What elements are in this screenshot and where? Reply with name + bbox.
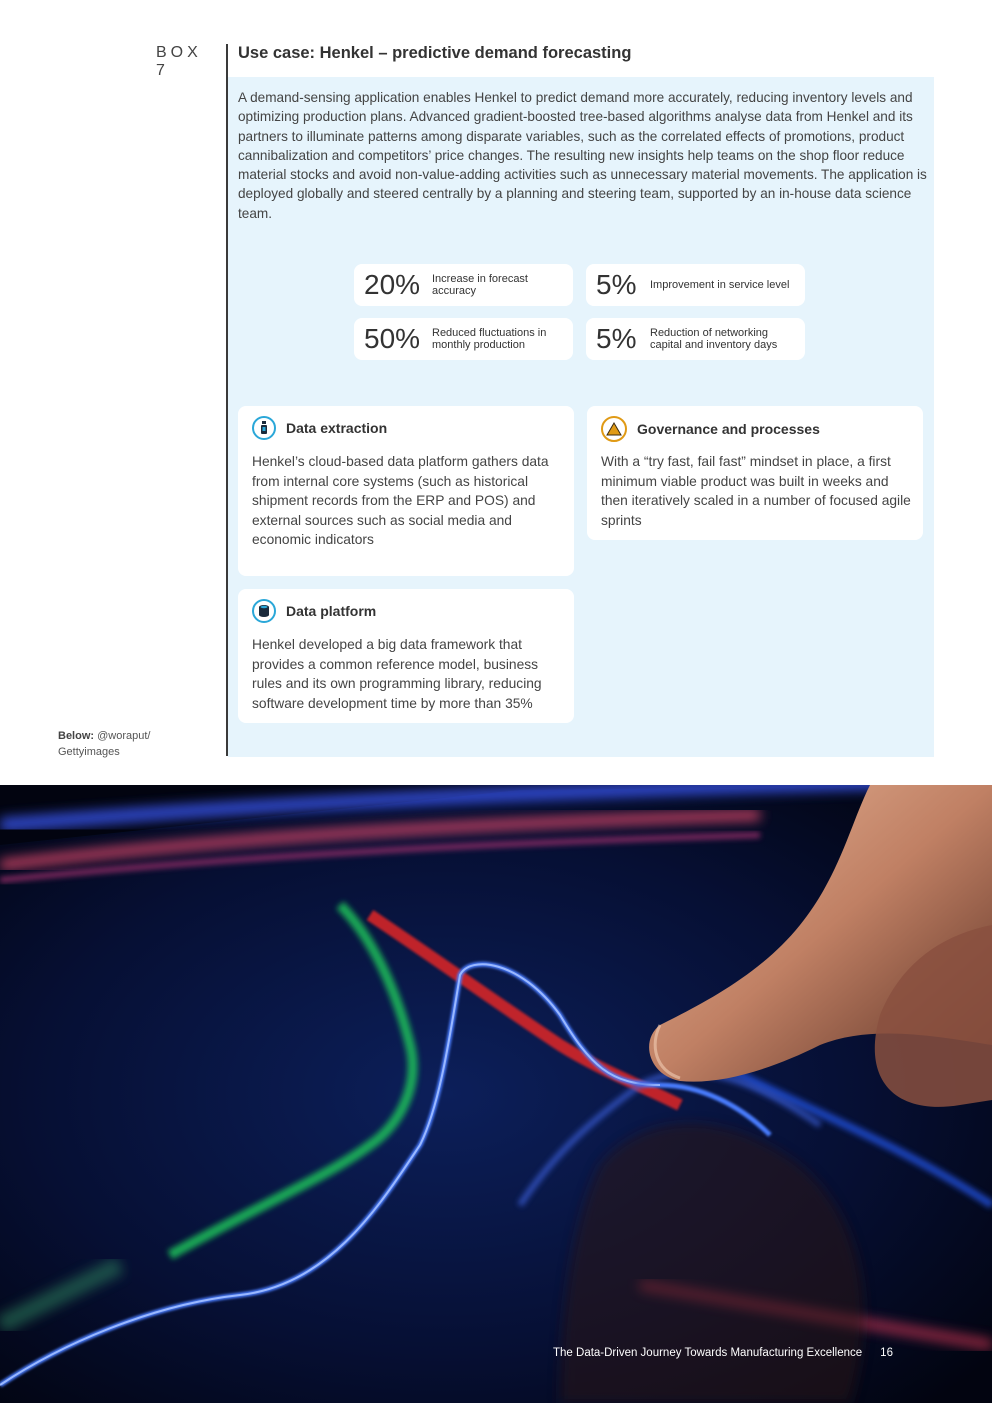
- card-governance: [587, 406, 923, 540]
- tablet-chart-photo: [0, 785, 992, 1403]
- card-title: Data extraction: [286, 420, 388, 436]
- credit-text: @woraput/ Gettyimages: [58, 730, 151, 758]
- card-title: Governance and processes: [637, 421, 820, 437]
- card-body: Henkel developed a big data framework that provides a common reference model, business rules and its own programming library, reducing software development time by more than 35%: [252, 637, 542, 711]
- stat-value: 20%: [364, 269, 421, 300]
- stat-label: Improvement in service level: [650, 279, 790, 291]
- data-extraction-icon: [252, 416, 276, 440]
- stat-card: [354, 264, 573, 306]
- box-label: BOX 7: [156, 44, 202, 79]
- stat-value: 5%: [596, 323, 637, 354]
- page-number: 16: [880, 1347, 893, 1359]
- warning-triangle-icon: [601, 416, 627, 442]
- card-body: Henkel’s cloud-based data platform gathers data from internal core systems (such as historical shipment records from the ERP and POS) and external sources such as social media and economic indicators: [252, 454, 549, 547]
- stat-value: 5%: [596, 269, 637, 300]
- stat-value: 50%: [364, 323, 421, 354]
- box-intro: A demand-sensing application enables Henkel to predict demand more accurately, reducing inventory levels and optimizing production plans. Advanced gradient-boosted tree-based algorithms analyse data from Henkel and its partners to illuminate patterns among disparate variables, such as the correlated effects of promotions, product cannibalization and competitors’ price changes. The resulting new insights help teams on the shop floor reduce material stocks and avoid non-value-adding activities such as unnecessary material movements. The application is deployed globally and steered centrally by a planning and steering team, supported by an in-house data science team.: [238, 90, 927, 221]
- card-header: [252, 599, 376, 623]
- box-title: Use case: Henkel – predictive demand forecasting: [238, 44, 632, 62]
- photo-credit: [58, 728, 198, 760]
- stat-card: [354, 318, 573, 360]
- database-icon: [252, 599, 276, 623]
- card-data-extraction: [238, 406, 574, 576]
- stat-card: [586, 318, 805, 360]
- card-header: [601, 416, 820, 442]
- stat-label: Reduction of networking capital and inventory days: [650, 327, 778, 351]
- credit-prefix: Below:: [58, 730, 95, 742]
- stat-label: Increase in forecast accuracy: [432, 273, 528, 297]
- card-data-platform: [238, 589, 574, 723]
- page-footer: [553, 1347, 893, 1359]
- stat-card: [586, 264, 805, 306]
- footer-title: The Data-Driven Journey Towards Manufacturing Excellence: [553, 1347, 863, 1359]
- stat-label: Reduced fluctuations in monthly production: [432, 327, 547, 351]
- card-title: Data platform: [286, 603, 377, 619]
- card-header: [252, 416, 387, 440]
- card-body: With a “try fast, fail fast” mindset in place, a first minimum viable product was built in weeks and then iteratively scaled in a number of focused agile sprints: [601, 454, 911, 528]
